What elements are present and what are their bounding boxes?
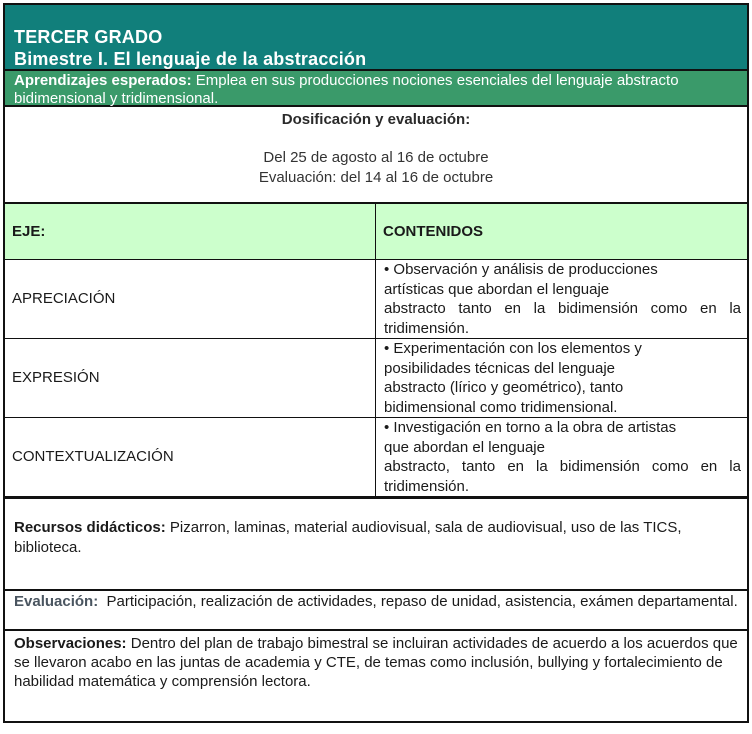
evaluacion-dates: Evaluación: del 14 al 16 de octubre [258, 169, 494, 186]
aprendizajes-esperados [5, 71, 747, 107]
table-row [5, 418, 747, 497]
recursos-label: Recursos didácticos: [14, 519, 166, 536]
recursos-text: Pizarron, laminas, material audiovisual, sala de audiovisual, uso de las TICS, biblioteca. [14, 519, 682, 556]
contenido-line: posibilidades técnicas del lenguaje [384, 359, 615, 377]
evaluacion-section [5, 591, 747, 631]
evaluacion-text: Participación, realización de actividades, repaso de unidad, asistencia, exámen departamental. [98, 593, 738, 610]
contenido-line: tridimensión. [384, 319, 470, 337]
grade-title: TERCER GRADO [14, 27, 163, 47]
contenido-cell [376, 418, 748, 497]
contenido-line: • Investigación en torno a la obra de artistas [384, 419, 677, 436]
column-header-eje: EJE: [5, 204, 376, 260]
aprendizajes-label: Aprendizajes esperados: [14, 72, 192, 89]
contenido-line: tridimensión. [384, 477, 470, 495]
evaluacion-label: Evaluación: [14, 593, 99, 610]
contenido-line: abstracto, tanto en la bidimensión como en la [384, 458, 741, 475]
ejes-table [5, 204, 747, 497]
table-row [5, 260, 747, 339]
observaciones-section [5, 631, 747, 721]
document-header [5, 5, 747, 71]
column-header-contenidos: CONTENIDOS [376, 204, 748, 260]
eje-cell: CONTEXTUALIZACIÓN [5, 418, 376, 497]
contenido-line: abstracto (lírico y geométrico), tanto [384, 379, 624, 396]
contenido-line: artísticas que abordan el lenguaje [384, 280, 610, 298]
table-row [5, 339, 747, 418]
dosificacion-title: Dosificación y evaluación: [281, 111, 471, 128]
contenido-line: bidimensional como tridimensional. [384, 398, 618, 416]
eje-cell: EXPRESIÓN [5, 339, 376, 418]
contenido-line: que abordan el lenguaje [384, 438, 545, 456]
aprendizajes-text: Emplea en sus producciones nociones esenciales del lenguaje abstracto bidimensional y tridimensional. [14, 72, 679, 107]
contenido-line: • Observación y análisis de producciones [384, 261, 658, 278]
observaciones-text: Dentro del plan de trabajo bimestral se incluiran actividades de acuerdo a los acuerdos que se llevaron acabo en las juntas de academia y CTE, de temas como inclusión, bullying y fortalecimiento de habilidad matemática y comprensión lectora. [14, 635, 738, 690]
table-header-row [5, 204, 747, 260]
bimestre-title: Bimestre I. El lenguaje de la abstracción [14, 49, 367, 69]
dosificacion-section [5, 107, 747, 204]
recursos-didacticos [5, 497, 747, 591]
contenido-cell [376, 339, 748, 418]
dosificacion-dates: Del 25 de agosto al 16 de octubre [263, 149, 489, 166]
eje-cell: APRECIACIÓN [5, 260, 376, 339]
contenido-line: • Experimentación con los elementos y [384, 340, 642, 357]
contenido-line: abstracto tanto en la bidimensión como en la [384, 300, 741, 317]
planning-document [3, 3, 749, 723]
observaciones-label: Observaciones: [14, 635, 127, 652]
contenido-cell [376, 260, 748, 339]
